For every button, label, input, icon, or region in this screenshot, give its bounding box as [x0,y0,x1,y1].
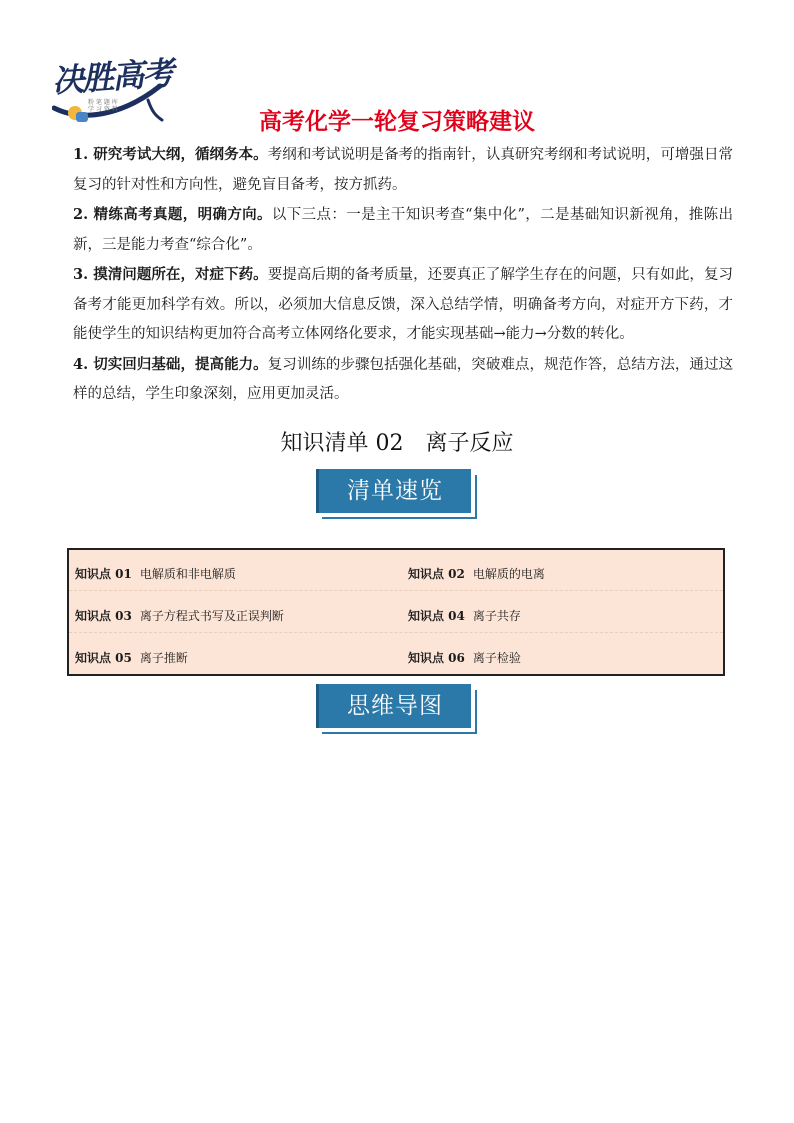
advice-item-4 [73,350,733,410]
advice-body: 考纲和考试说明是备考的指南针，认真研究考纲和考试说明，可增强日常复习的针对性和方向性，避免盲目备考，按方抓药。 [73,147,734,193]
advice-body: 要提高后期的备考质量，还要真正了解学生存在的问题，只有如此，复习备考才能更加科学有效。所以，必须加大信息反馈，深入总结学情，明确备考方向，对症开方下药，才能使学生的知识结构更加符合高考立体网络化要求，才能实现基础→能力→分数的转化。 [73,267,734,342]
quick-view-banner: 清单速览 [316,469,471,513]
row-divider [69,632,723,633]
advice-lead: 2. 精练高考真题，明确方向。 [73,206,272,223]
advice-lead: 3. 摸清问题所在，对症下药。 [73,266,268,283]
knowledge-point-name: 电解质和非电解质 [139,567,236,581]
section-title: 知识清单 02 离子反应 [280,431,514,456]
advice-item-2 [73,200,733,260]
knowledge-point-item [408,607,521,624]
advice-lead: 1. 研究考试大纲，循纲务本。 [73,146,268,163]
knowledge-point-number: 知识点 02 [408,567,465,581]
knowledge-point-name: 离子推断 [139,651,188,665]
knowledge-point-name: 离子检验 [472,651,521,665]
knowledge-point-item [408,565,545,582]
advice-body: 复习训练的步骤包括强化基础，突破难点，规范作答，总结方法，通过这样的总结，学生印象深刻，应用更加灵活。 [73,356,734,402]
advice-item-1 [73,140,733,200]
advice-lead: 4. 切实回归基础，提高能力。 [73,355,268,373]
logo-subtext: 粉 笔 题 库 学 习 资 料 [88,99,118,113]
knowledge-point-item [408,649,521,666]
main-title: 高考化学一轮复习策略建议 [259,109,535,135]
knowledge-point-name: 电解质的电离 [472,567,545,581]
advice-item-3 [73,260,733,350]
knowledge-points-table [67,548,725,676]
knowledge-point-number: 知识点 05 [75,651,132,665]
knowledge-point-number: 知识点 04 [408,609,465,623]
knowledge-point-number: 知识点 03 [75,609,132,623]
knowledge-point-item [75,565,236,582]
row-divider [69,590,723,591]
knowledge-point-name: 离子方程式书写及正误判断 [139,609,284,623]
knowledge-point-item [75,649,188,666]
knowledge-point-number: 知识点 06 [408,651,465,665]
knowledge-point-number: 知识点 01 [75,567,132,581]
logo-text: 决胜高考 [50,53,174,101]
knowledge-point-item [75,607,284,624]
advice-section [73,140,733,410]
knowledge-point-name: 离子共存 [472,609,521,623]
advice-body: 以下三点：一是主干知识考查“集中化”，二是基础知识新视角，推陈出新，三是能力考查“综合化”。 [73,207,734,253]
mind-map-banner: 思维导图 [316,684,471,728]
